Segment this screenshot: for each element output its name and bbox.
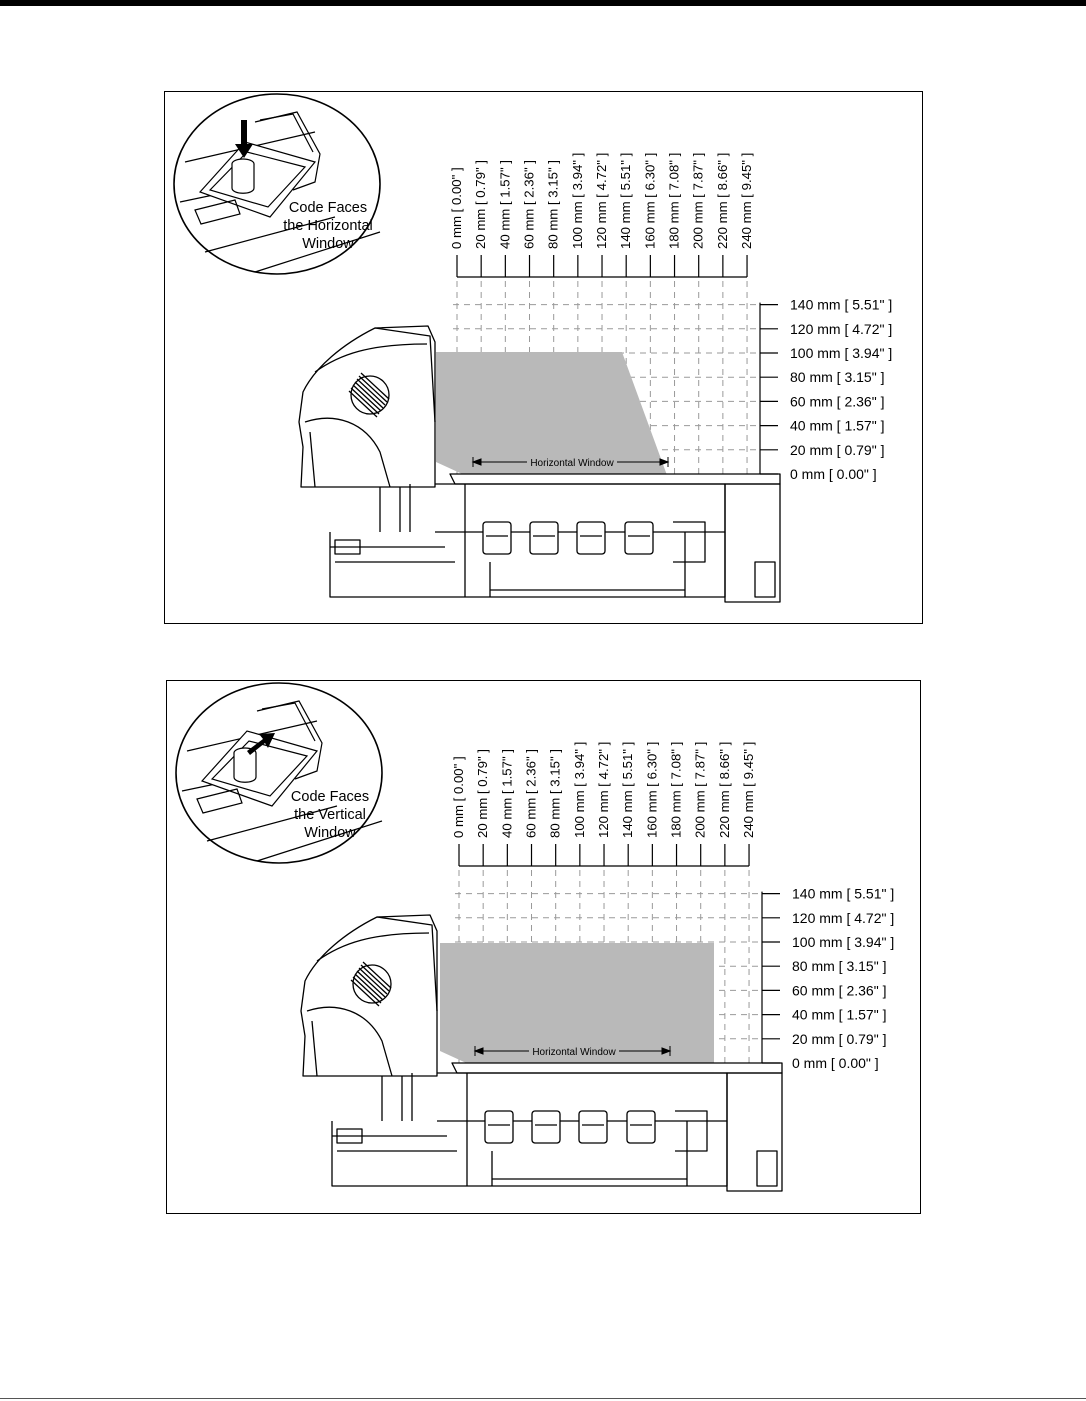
- horizontal-window-label: Horizontal Window: [532, 1047, 616, 1058]
- horizontal-scale-label: 20 mm [ 0.79" ]: [475, 749, 491, 838]
- platter-glass: [452, 1063, 782, 1073]
- page-top-rule: [0, 0, 1086, 6]
- inset-caption-line: Code Faces: [290, 789, 370, 805]
- diagram-svg: [165, 92, 922, 623]
- horizontal-scale-label: 200 mm [ 7.87" ]: [692, 741, 708, 838]
- horizontal-window-label: Horizontal Window: [530, 458, 614, 469]
- horizontal-scale-label: 160 mm [ 6.30" ]: [642, 152, 658, 249]
- horizontal-scale-label: 80 mm [ 3.15" ]: [545, 160, 561, 249]
- horizontal-scale-label: 40 mm [ 1.57" ]: [499, 749, 515, 838]
- inset-caption-line: Window: [302, 236, 354, 252]
- horizontal-scale-label: 100 mm [ 3.94" ]: [569, 152, 585, 249]
- platter-slot: [579, 1111, 607, 1143]
- platter-slot: [625, 522, 653, 554]
- vertical-scale-label: 120 mm [ 4.72" ]: [792, 909, 895, 926]
- horizontal-scale-label: 100 mm [ 3.94" ]: [571, 741, 587, 838]
- vertical-scale-label: 60 mm [ 2.36" ]: [792, 982, 887, 999]
- horizontal-scale-bracket: [457, 255, 747, 277]
- horizontal-scale-label: 60 mm [ 2.36" ]: [521, 160, 537, 249]
- platter-slot: [530, 522, 558, 554]
- right-housing: [727, 1073, 782, 1191]
- vertical-scale-label: 80 mm [ 3.15" ]: [790, 369, 885, 386]
- inset-caption-line: Window: [304, 825, 356, 841]
- horizontal-scale-label: 220 mm [ 8.66" ]: [714, 152, 730, 249]
- vertical-scale-label: 140 mm [ 5.51" ]: [790, 296, 893, 313]
- vertical-scale-label: 60 mm [ 2.36" ]: [790, 393, 885, 410]
- dimension-arrow-right: [660, 459, 668, 465]
- horizontal-scale-label: 140 mm [ 5.51" ]: [620, 741, 636, 838]
- vertical-scale-label: 40 mm [ 1.57" ]: [790, 417, 885, 434]
- horizontal-scale-label: 20 mm [ 0.79" ]: [473, 160, 489, 249]
- right-housing: [725, 484, 780, 602]
- vertical-scale-bracket: [760, 303, 778, 474]
- platter-slot: [485, 1111, 513, 1143]
- platter-slot: [483, 522, 511, 554]
- platter-slot: [577, 522, 605, 554]
- horizontal-scale-label: 220 mm [ 8.66" ]: [716, 741, 732, 838]
- vertical-scale-label: 80 mm [ 3.15" ]: [792, 958, 887, 975]
- horizontal-scale-label: 0 mm [ 0.00" ]: [451, 756, 466, 838]
- horizontal-scale-label: 240 mm [ 9.45" ]: [741, 741, 757, 838]
- inset-caption-line: Code Faces: [288, 200, 368, 216]
- horizontal-scale-label: 80 mm [ 3.15" ]: [547, 749, 563, 838]
- horizontal-scale-label: 120 mm [ 4.72" ]: [596, 741, 612, 838]
- tower-base-lines: [382, 1073, 412, 1121]
- horizontal-scale-label: 180 mm [ 7.08" ]: [666, 152, 682, 249]
- figure-vertical-window: [166, 680, 921, 1214]
- horizontal-scale-label: 40 mm [ 1.57" ]: [497, 160, 513, 249]
- right-connector: [757, 1151, 777, 1186]
- vertical-scale-label: 20 mm [ 0.79" ]: [790, 441, 885, 458]
- horizontal-scale-label: 160 mm [ 6.30" ]: [644, 741, 660, 838]
- platter-glass: [450, 474, 780, 484]
- figure-horizontal-window: [164, 91, 923, 624]
- inset-can: [234, 753, 256, 782]
- right-connector: [755, 562, 775, 597]
- tower-base-lines: [380, 484, 410, 532]
- vertical-scale-label: 100 mm [ 3.94" ]: [792, 934, 895, 950]
- platter-slot: [627, 1111, 655, 1143]
- horizontal-scale-bracket: [459, 844, 749, 866]
- vertical-scale-label: 40 mm [ 1.57" ]: [792, 1006, 887, 1023]
- horizontal-scale-label: 120 mm [ 4.72" ]: [594, 152, 610, 249]
- horizontal-scale-label: 240 mm [ 9.45" ]: [739, 152, 755, 249]
- base-outline: [330, 532, 725, 597]
- inset-can: [232, 164, 254, 193]
- side-slot: [673, 522, 705, 562]
- horizontal-scale-label: 200 mm [ 7.87" ]: [690, 152, 706, 249]
- platter-slot: [532, 1111, 560, 1143]
- base-outline: [332, 1121, 727, 1186]
- vertical-scale-label: 0 mm [ 0.00" ]: [792, 1055, 879, 1071]
- vertical-scale-bracket: [762, 892, 780, 1063]
- horizontal-scale-label: 60 mm [ 2.36" ]: [523, 749, 539, 838]
- inset-caption-line: the Horizontal: [283, 218, 373, 234]
- horizontal-scale-label: 140 mm [ 5.51" ]: [618, 152, 634, 249]
- vertical-scale-label: 100 mm [ 3.94" ]: [790, 345, 893, 361]
- diagram-svg: [167, 681, 920, 1213]
- vertical-scale-label: 140 mm [ 5.51" ]: [792, 885, 895, 902]
- horizontal-scale-label: 0 mm [ 0.00" ]: [449, 167, 464, 249]
- inset-caption-line: the Vertical: [294, 807, 366, 823]
- side-slot: [675, 1111, 707, 1151]
- page-bottom-rule: [0, 1398, 1086, 1399]
- vertical-scale-label: 120 mm [ 4.72" ]: [790, 320, 893, 337]
- vertical-scale-label: 20 mm [ 0.79" ]: [792, 1030, 887, 1047]
- horizontal-scale-label: 180 mm [ 7.08" ]: [668, 741, 684, 838]
- vertical-scale-label: 0 mm [ 0.00" ]: [790, 466, 877, 482]
